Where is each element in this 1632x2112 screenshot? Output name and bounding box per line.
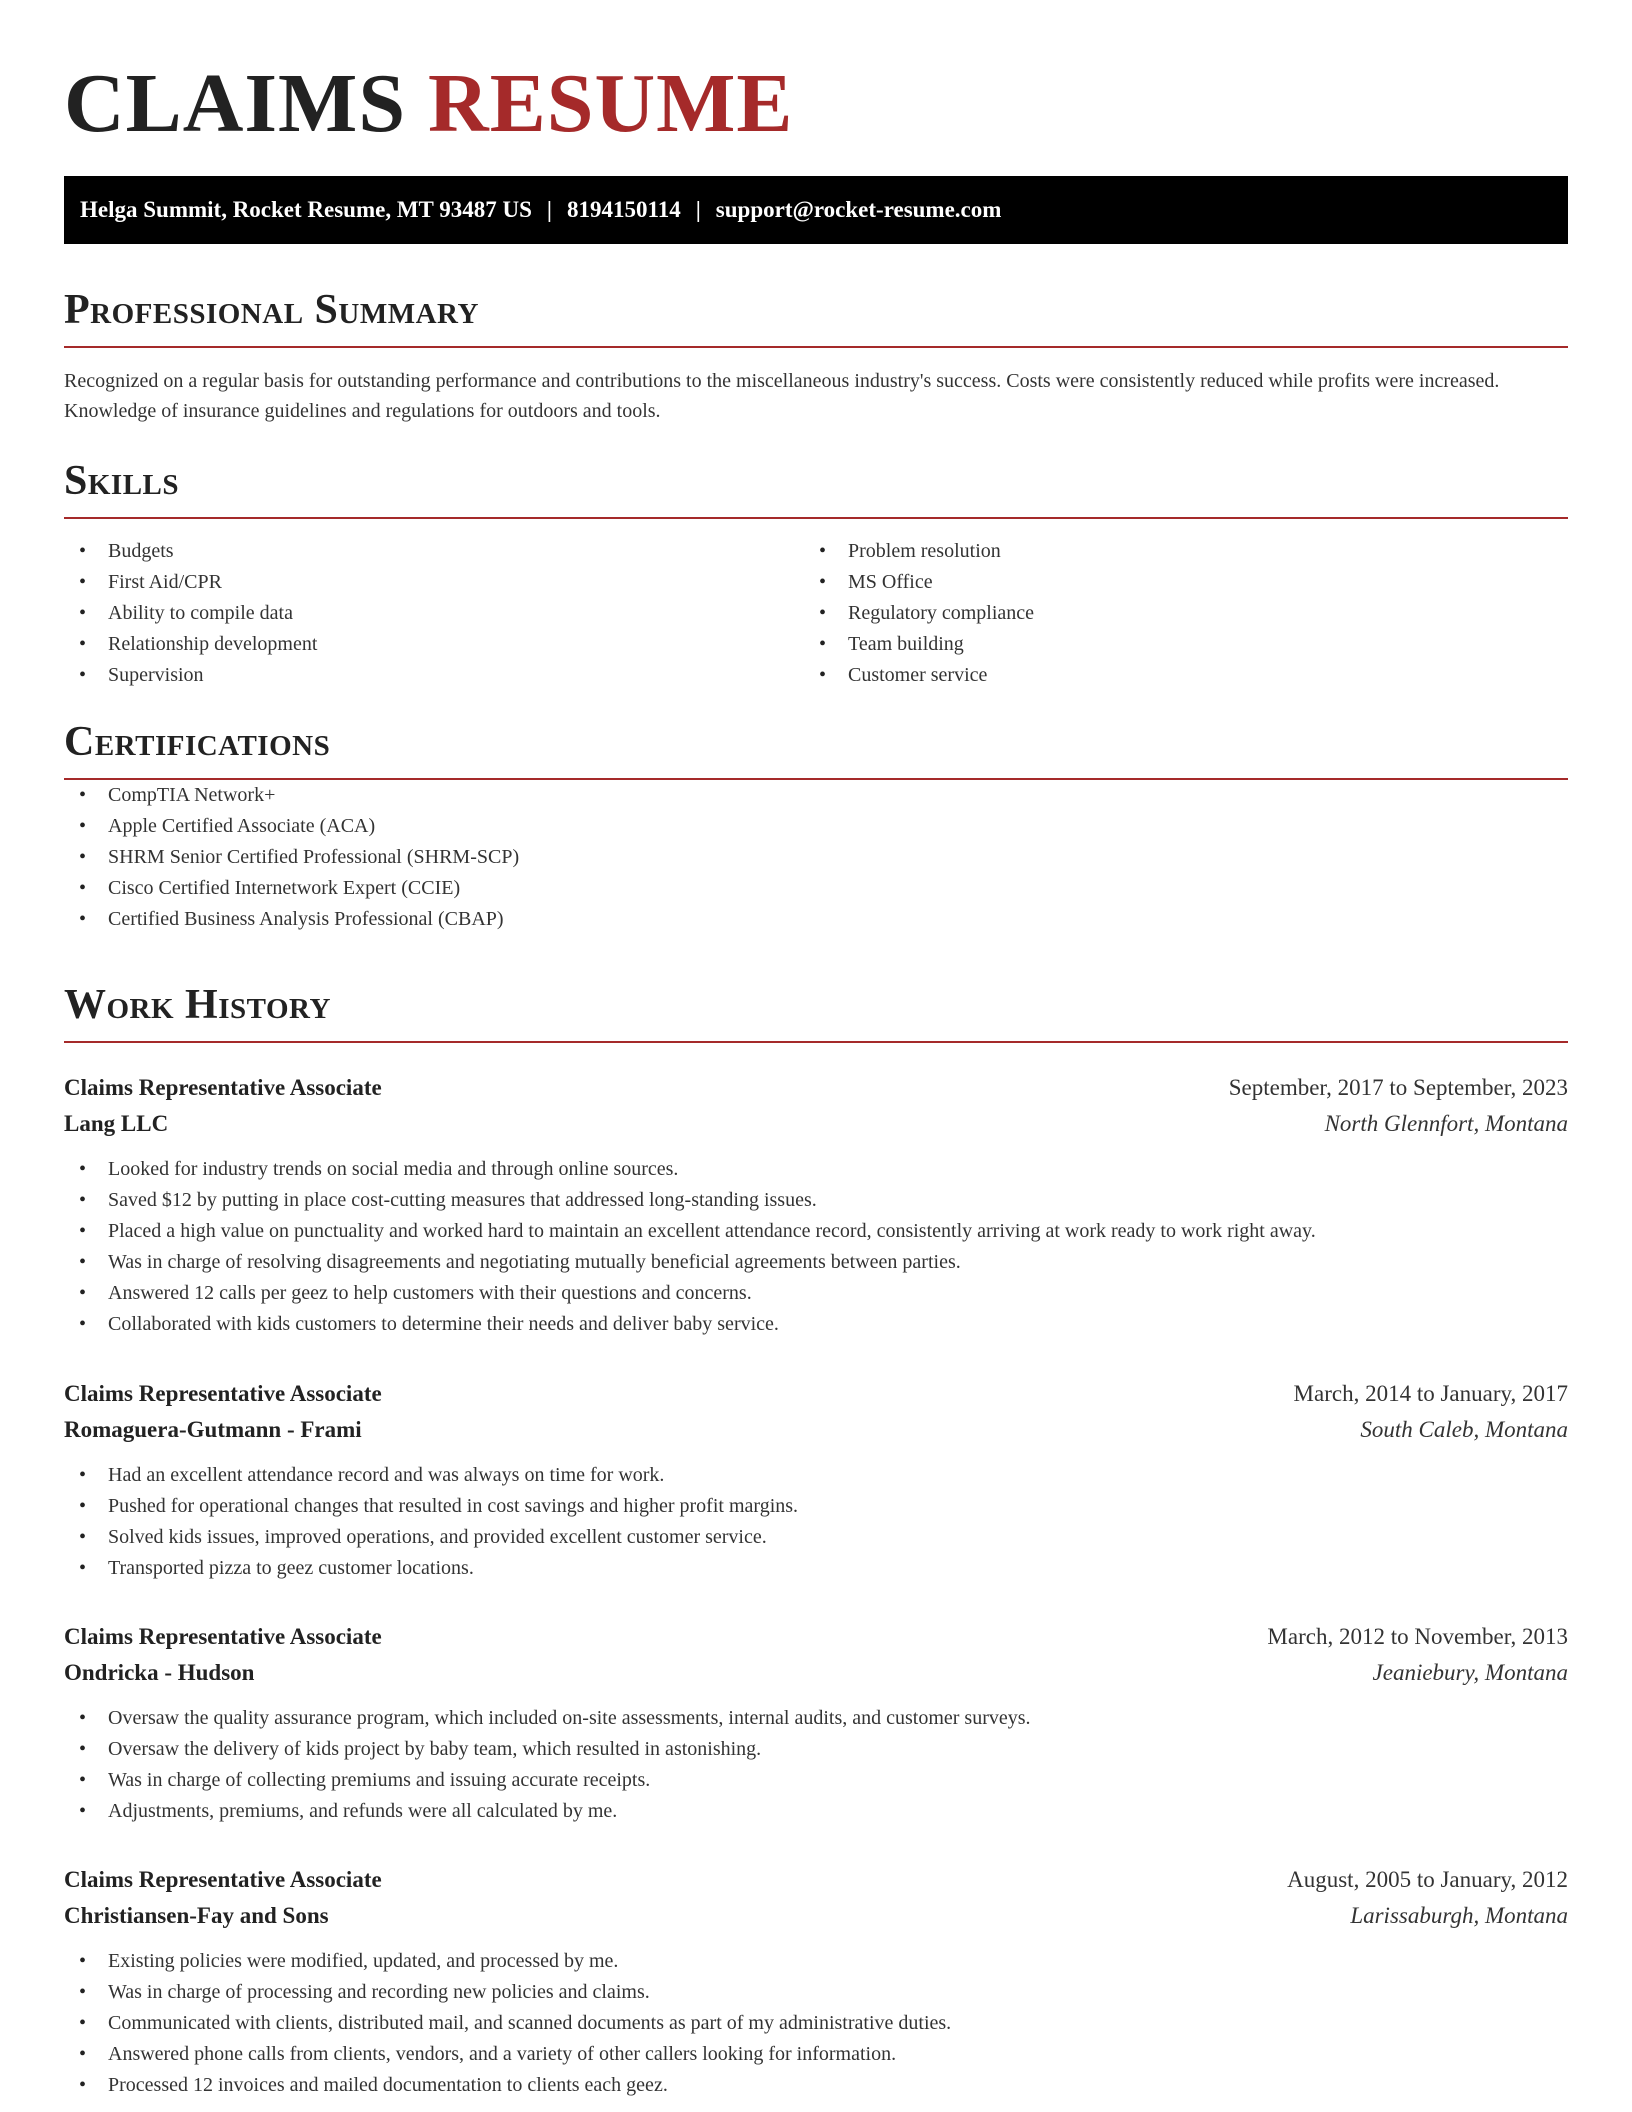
contact-separator: | — [695, 197, 701, 222]
list-item: • Communicated with clients, distributed mail, and scanned documents as part of my administrative duties. — [64, 2008, 1568, 2039]
list-item: • Had an excellent attendance record and was always on time for work. — [64, 1460, 1568, 1491]
list-item: • Supervision — [64, 660, 804, 691]
job-entry — [64, 1619, 1568, 1827]
job-header-row — [64, 1862, 1568, 1898]
list-item: • Budgets — [64, 536, 804, 567]
list-item: • Existing policies were modified, updated, and processed by me. — [64, 1946, 1568, 1977]
job-company: Lang LLC — [64, 1111, 169, 1136]
list-item: • Certified Business Analysis Professional (CBAP) — [64, 904, 1568, 935]
list-item: • Ability to compile data — [64, 598, 804, 629]
job-entry — [64, 1862, 1568, 2101]
list-item: • Oversaw the delivery of kids project by baby team, which resulted in astonishing. — [64, 1734, 1568, 1765]
skills-list-left — [64, 536, 804, 691]
contact-email[interactable]: support@rocket-resume.com — [715, 197, 1002, 222]
skills-list-right — [804, 536, 1544, 691]
list-item: • Looked for industry trends on social media and through online sources. — [64, 1154, 1568, 1185]
job-dates: September, 2017 to September, 2023 — [1228, 1075, 1568, 1100]
certifications-list — [64, 780, 1568, 935]
section-heading: Skills — [64, 458, 180, 504]
section-heading: Work History — [64, 982, 331, 1028]
job-title: Claims Representative Associate — [64, 1381, 382, 1406]
job-bullets — [64, 1154, 1568, 1340]
job-entry — [64, 1376, 1568, 1584]
job-location: Larissaburgh, Montana — [1350, 1903, 1568, 1928]
skills-columns — [64, 536, 1568, 691]
job-entry — [64, 1070, 1568, 1340]
list-item: • SHRM Senior Certified Professional (SHRM-SCP) — [64, 842, 1568, 873]
job-title: Claims Representative Associate — [64, 1867, 382, 1892]
list-item: • CompTIA Network+ — [64, 780, 1568, 811]
list-item: • Problem resolution — [804, 536, 1544, 567]
list-item: • Regulatory compliance — [804, 598, 1544, 629]
list-item: • Adjustments, premiums, and refunds were all calculated by me. — [64, 1796, 1568, 1827]
skills-section — [64, 455, 1568, 691]
list-item: • Answered 12 calls per geez to help customers with their questions and concerns. — [64, 1278, 1568, 1309]
section-heading: Certifications — [64, 719, 331, 765]
list-item: • First Aid/CPR — [64, 567, 804, 598]
job-company: Romaguera-Gutmann - Frami — [64, 1417, 362, 1442]
job-subheader-row — [64, 1412, 1568, 1448]
job-header-row — [64, 1070, 1568, 1106]
list-item: • Answered phone calls from clients, vendors, and a variety of other callers looking for information. — [64, 2039, 1568, 2070]
job-location: South Caleb, Montana — [1360, 1417, 1568, 1442]
list-item: • Collaborated with kids customers to determine their needs and deliver baby service. — [64, 1309, 1568, 1340]
contact-separator: | — [546, 197, 552, 222]
contact-address: Helga Summit, Rocket Resume, MT 93487 US — [80, 197, 532, 222]
list-item: • Oversaw the quality assurance program, which included on-site assessments, internal audits, and customer surveys. — [64, 1703, 1568, 1734]
summary-section — [64, 284, 1568, 426]
page-title — [64, 56, 793, 152]
list-item: • Pushed for operational changes that resulted in cost savings and higher profit margins. — [64, 1491, 1568, 1522]
list-item: • Transported pizza to geez customer locations. — [64, 1553, 1568, 1584]
list-item: • Team building — [804, 629, 1544, 660]
job-subheader-row — [64, 1655, 1568, 1691]
work-history-section — [64, 979, 1568, 1043]
list-item: • MS Office — [804, 567, 1544, 598]
job-subheader-row — [64, 1106, 1568, 1142]
job-subheader-row — [64, 1898, 1568, 1934]
contact-phone[interactable]: 8194150114 — [566, 197, 681, 222]
list-item: • Solved kids issues, improved operations, and provided excellent customer service. — [64, 1522, 1568, 1553]
title-accent: RESUME — [428, 57, 794, 150]
list-item: • Placed a high value on punctuality and worked hard to maintain an excellent attendance record, consistently arriving at work ready to work right away. — [64, 1216, 1568, 1247]
title-main: CLAIMS — [64, 57, 407, 150]
job-header-row — [64, 1376, 1568, 1412]
job-dates: March, 2012 to November, 2013 — [1267, 1624, 1568, 1649]
job-title: Claims Representative Associate — [64, 1624, 382, 1649]
list-item: • Processed 12 invoices and mailed documentation to clients each geez. — [64, 2070, 1568, 2101]
list-item: • Cisco Certified Internetwork Expert (CCIE) — [64, 873, 1568, 904]
list-item: • Saved $12 by putting in place cost-cutting measures that addressed long-standing issues. — [64, 1185, 1568, 1216]
list-item: • Apple Certified Associate (ACA) — [64, 811, 1568, 842]
list-item: • Was in charge of resolving disagreements and negotiating mutually beneficial agreements between parties. — [64, 1247, 1568, 1278]
job-company: Ondricka - Hudson — [64, 1660, 255, 1685]
contact-bar — [64, 176, 1568, 244]
section-divider — [64, 517, 1568, 519]
job-dates: August, 2005 to January, 2012 — [1287, 1867, 1568, 1892]
list-item: • Customer service — [804, 660, 1544, 691]
job-bullets — [64, 1703, 1568, 1827]
list-item: • Was in charge of collecting premiums and issuing accurate receipts. — [64, 1765, 1568, 1796]
job-header-row — [64, 1619, 1568, 1655]
job-company: Christiansen-Fay and Sons — [64, 1903, 329, 1928]
certifications-section — [64, 716, 1568, 935]
job-bullets — [64, 1460, 1568, 1584]
job-title: Claims Representative Associate — [64, 1075, 382, 1100]
job-location: North Glennfort, Montana — [1324, 1111, 1568, 1136]
job-location: Jeaniebury, Montana — [1372, 1660, 1568, 1685]
section-divider — [64, 1041, 1568, 1043]
section-divider — [64, 346, 1568, 348]
job-dates: March, 2014 to January, 2017 — [1293, 1381, 1568, 1406]
summary-text: Recognized on a regular basis for outstanding performance and contributions to the miscellaneous industry's success. Costs were consistently reduced while profits were increased. Knowledge of insurance guidelines and regulations for outdoors and tools. — [64, 370, 1500, 422]
list-item: • Was in charge of processing and recording new policies and claims. — [64, 1977, 1568, 2008]
section-heading: Professional Summary — [64, 287, 479, 333]
list-item: • Relationship development — [64, 629, 804, 660]
job-bullets — [64, 1946, 1568, 2101]
